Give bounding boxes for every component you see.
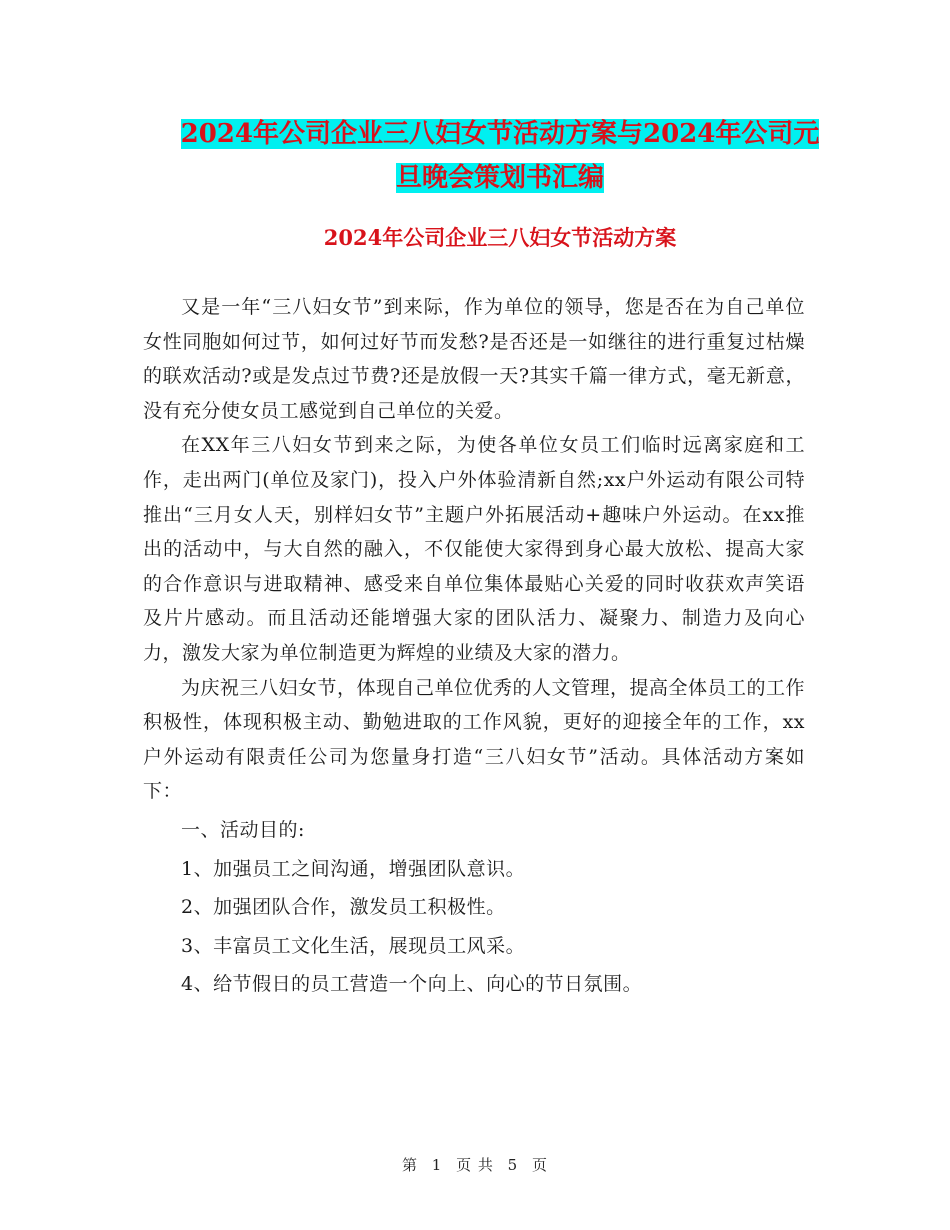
footer-page-number: 1 — [431, 1156, 443, 1174]
list-item: 3、丰富员工文化生活，展现员工风采。 — [181, 934, 526, 957]
document-title-line2: 旦晚会策划书汇编 — [395, 163, 604, 193]
paragraph-purpose: 为庆祝三八妇女节，体现自己单位优秀的人文管理，提高全体员工的工作积极性，体现积极主动、勤勉进取的工作风貌，更好的迎接全年的工作，xx户外运动有限责任公司为您量身打造“三八妇女节”活动。具体活动方案如下： — [143, 676, 806, 803]
document-title — [140, 112, 860, 200]
footer-suffix: 页 — [532, 1156, 549, 1174]
footer-total-pages: 5 — [507, 1156, 519, 1174]
list-heading: 一、活动目的: — [181, 818, 305, 841]
footer-prefix: 第 — [401, 1156, 418, 1174]
document-title-line1: 2024年公司企业三八妇女节活动方案与2024年公司元 — [180, 119, 820, 149]
footer-middle: 页 共 — [456, 1156, 494, 1174]
list-item: 4、给节假日的员工营造一个向上、向心的节日氛围。 — [181, 973, 643, 996]
document-body — [143, 290, 805, 1002]
list-item: 1、加强员工之间沟通，增强团队意识。 — [181, 857, 526, 880]
page-footer — [0, 1154, 950, 1175]
list-item: 2、加强团队合作，激发员工积极性。 — [181, 896, 506, 919]
paragraph-intro: 又是一年“三八妇女节”到来际，作为单位的领导，您是否在为自己单位女性同胞如何过节，如何过好节而发愁?是否还是一如继往的进行重复过枯燥的联欢活动?或是发点过节费?还是放假一天?其实千篇一律方式，毫无新意，没有充分使女员工感觉到自己单位的关爱。 — [143, 296, 805, 422]
section-title: 2024年公司企业三八妇女节活动方案 — [323, 225, 677, 250]
paragraph-background: 在XX年三八妇女节到来之际，为使各单位女员工们临时远离家庭和工作，走出两门(单位及家门)，投入户外体验清新自然;xx户外运动有限公司特推出“三月女人天，别样妇女节”主题户外拓展活动+趣味户外运动。在xx推出的活动中，与大自然的融入，不仅能使大家得到身心最大放松、提高大家的合作意识与进取精神、感受来自单位集体最贴心关爱的同时收获欢声笑语及片片感动。而且活动还能增强大家的团队活力、凝聚力、制造力及向心力，激发大家为单位制造更为辉煌的业绩及大家的潜力。 — [143, 434, 805, 664]
